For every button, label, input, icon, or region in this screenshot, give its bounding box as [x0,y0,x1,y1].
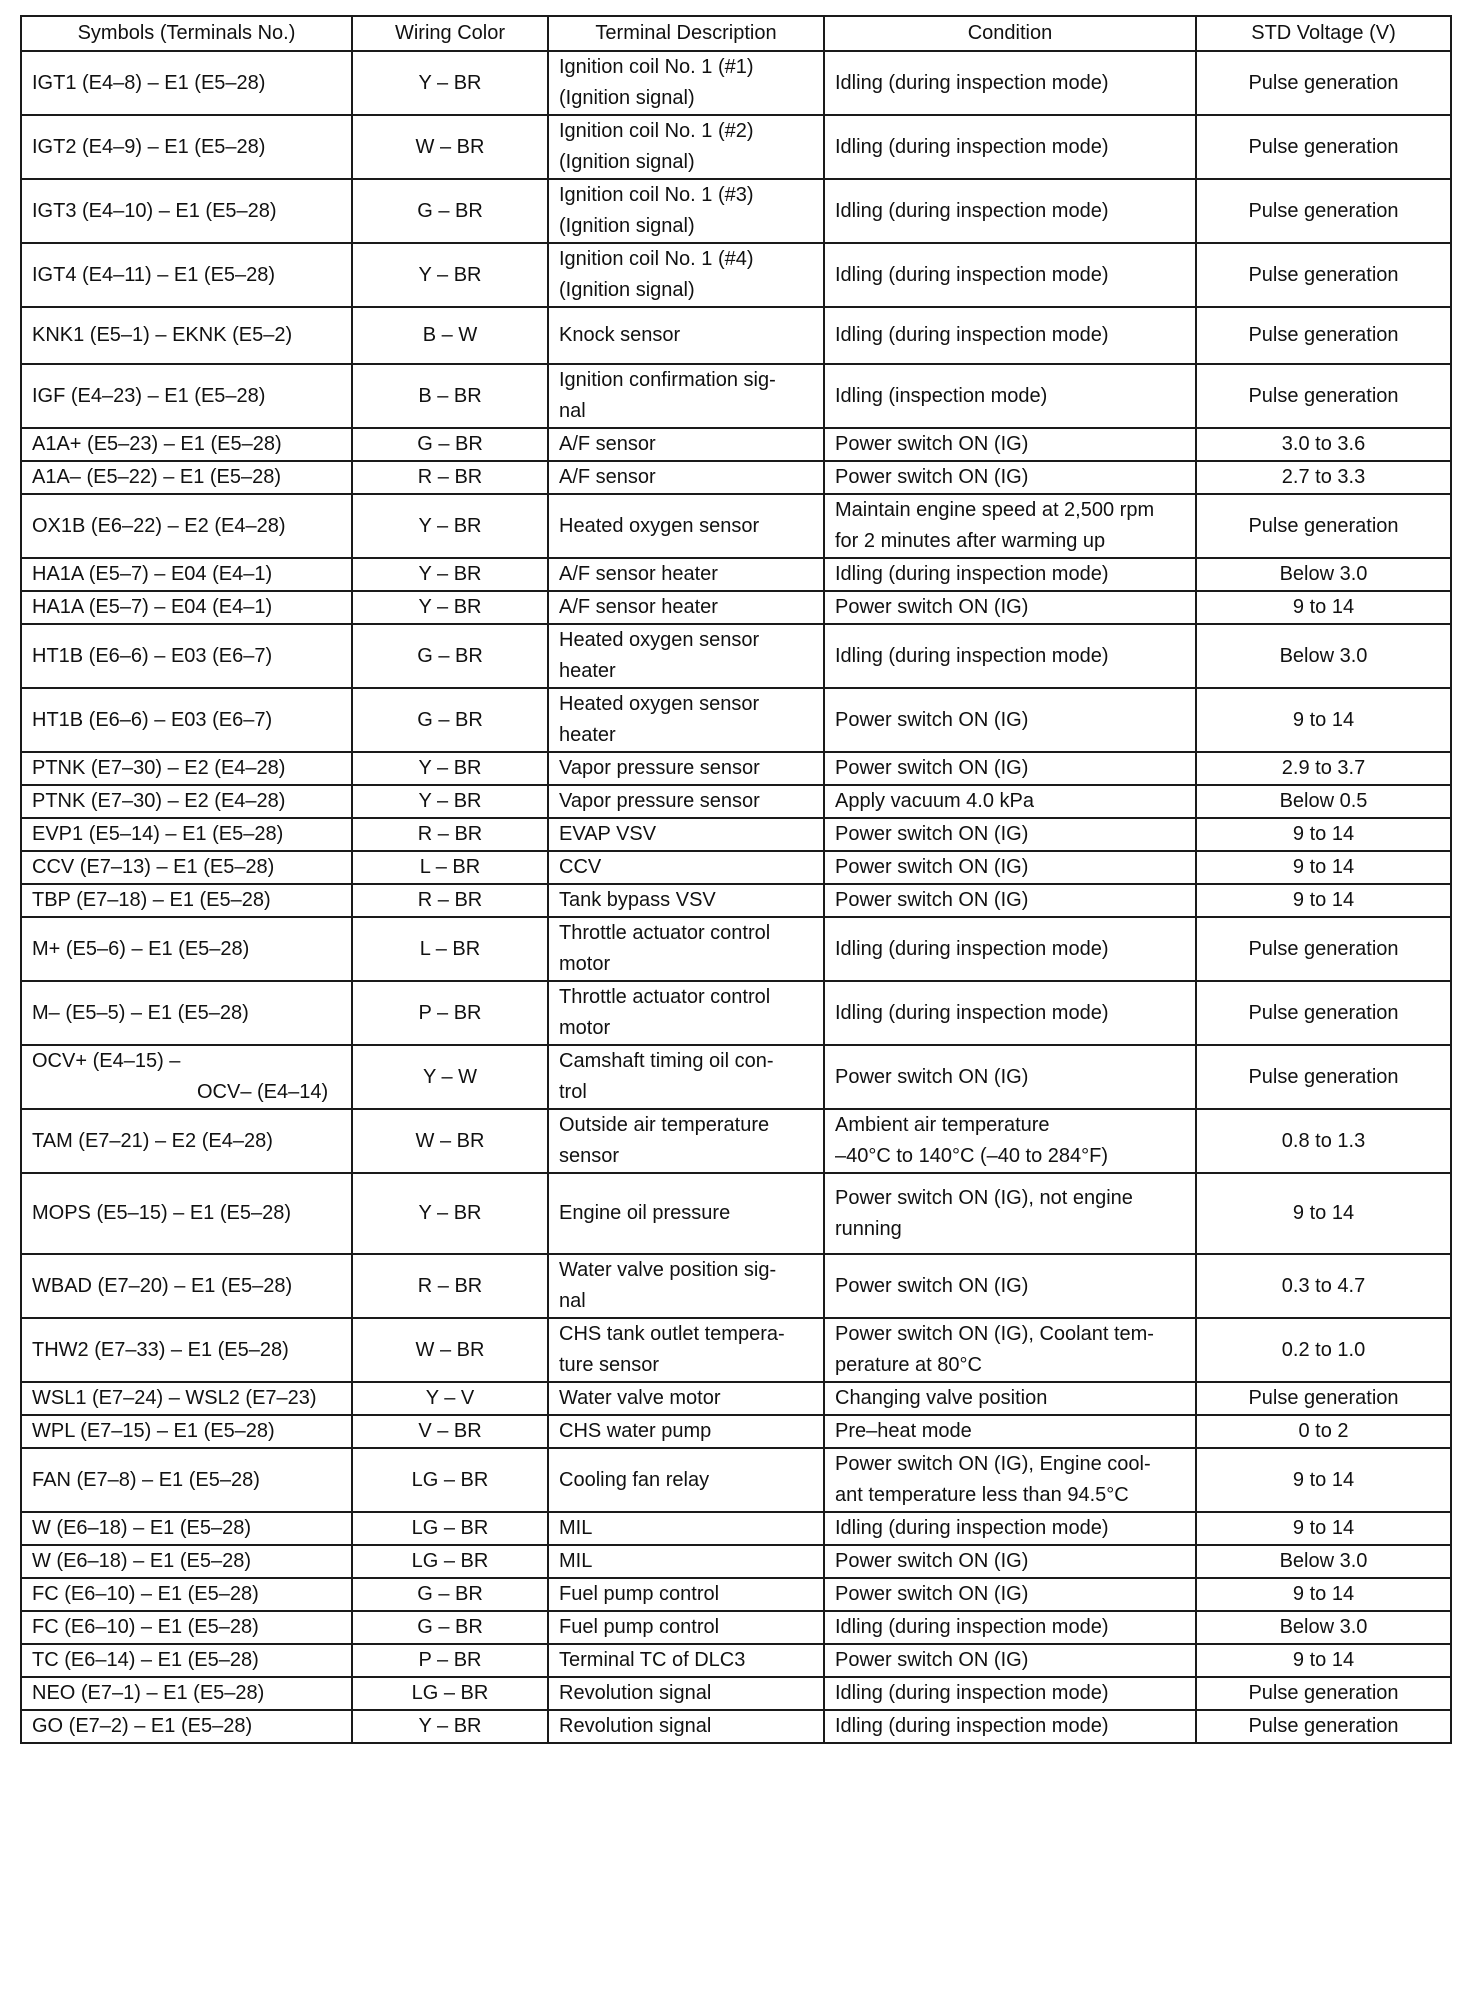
cell-std-voltage: Pulse generation [1196,115,1451,179]
cell-std-voltage: Pulse generation [1196,1677,1451,1710]
cell-wiring-color: W – BR [352,1109,548,1173]
cell-terminal-description: A/F sensor [548,461,824,494]
cell-symbol [21,307,352,364]
cell-std-voltage: Pulse generation [1196,1382,1451,1415]
cell-wiring-color: Y – BR [352,243,548,307]
table-row [21,1415,1451,1448]
cell-terminal-description: CCV [548,851,824,884]
cell-symbol [21,981,352,1045]
table-row [21,1611,1451,1644]
symbol-text: M– (E5–5) – E1 (E5–28) [32,1001,249,1024]
cell-terminal-description: EVAP VSV [548,818,824,851]
symbol-text: CCV (E7–13) – E1 (E5–28) [32,856,275,878]
cell-condition: Power switch ON (IG) [824,1644,1196,1677]
symbol-text: TAM (E7–21) – E2 (E4–28) [32,1129,273,1152]
symbol-text: A1A+ (E5–23) – E1 (E5–28) [32,433,282,455]
cell-condition: Idling (during inspection mode) [824,558,1196,591]
cell-condition: Apply vacuum 4.0 kPa [824,785,1196,818]
cell-wiring-color: G – BR [352,1611,548,1644]
terminal-voltage-table [20,15,1452,1744]
cell-terminal-description: Vapor pressure sensor [548,752,824,785]
symbol-text: HA1A (E5–7) – E04 (E4–1) [32,596,273,618]
symbol-text: OX1B (E6–22) – E2 (E4–28) [32,514,286,537]
symbol-text: IGF (E4–23) – E1 (E5–28) [32,384,266,407]
cell-condition: Idling (during inspection mode) [824,51,1196,115]
cell-symbol [21,1644,352,1677]
cell-condition: Power switch ON (IG) [824,884,1196,917]
symbol-text: IGT1 (E4–8) – E1 (E5–28) [32,71,266,94]
table-row [21,1173,1451,1254]
cell-std-voltage: Pulse generation [1196,364,1451,428]
cell-symbol [21,785,352,818]
cell-condition: Idling (during inspection mode) [824,243,1196,307]
cell-wiring-color: Y – BR [352,51,548,115]
cell-condition: Idling (during inspection mode) [824,307,1196,364]
cell-wiring-color: W – BR [352,1318,548,1382]
table-row [21,51,1451,115]
cell-symbol [21,1578,352,1611]
cell-wiring-color: G – BR [352,179,548,243]
cell-wiring-color: G – BR [352,688,548,752]
cell-symbol [21,1109,352,1173]
cell-wiring-color: Y – BR [352,1710,548,1743]
cell-terminal-description: Knock sensor [548,307,824,364]
table-row [21,1045,1451,1109]
cell-wiring-color: Y – BR [352,494,548,558]
cell-wiring-color: Y – W [352,1045,548,1109]
cell-symbol [21,884,352,917]
cell-std-voltage: 0.8 to 1.3 [1196,1109,1451,1173]
cell-condition: Power switch ON (IG) [824,1578,1196,1611]
symbol-text: TC (E6–14) – E1 (E5–28) [32,1649,259,1671]
cell-symbol [21,461,352,494]
header-condition: Condition [824,16,1196,51]
cell-std-voltage: 9 to 14 [1196,1644,1451,1677]
table-row [21,307,1451,364]
cell-std-voltage: 9 to 14 [1196,1173,1451,1254]
cell-wiring-color: LG – BR [352,1545,548,1578]
table-row [21,558,1451,591]
table-row [21,752,1451,785]
cell-wiring-color: V – BR [352,1415,548,1448]
cell-std-voltage: Below 0.5 [1196,785,1451,818]
cell-terminal-description: Revolution signal [548,1677,824,1710]
table-row [21,1545,1451,1578]
table-row [21,1109,1451,1173]
cell-symbol [21,1382,352,1415]
cell-wiring-color: LG – BR [352,1448,548,1512]
cell-symbol [21,494,352,558]
table-row [21,1644,1451,1677]
symbol-text: A1A– (E5–22) – E1 (E5–28) [32,466,282,488]
cell-symbol [21,1045,352,1109]
cell-symbol [21,1677,352,1710]
cell-symbol [21,1545,352,1578]
cell-wiring-color: R – BR [352,1254,548,1318]
cell-condition: Idling (during inspection mode) [824,981,1196,1045]
cell-std-voltage: Pulse generation [1196,494,1451,558]
cell-symbol [21,243,352,307]
table-row [21,1710,1451,1743]
table-row [21,851,1451,884]
symbol-text: HA1A (E5–7) – E04 (E4–1) [32,563,273,585]
cell-std-voltage: Pulse generation [1196,1710,1451,1743]
cell-terminal-description: Water valve motor [548,1382,824,1415]
symbol-text: OCV+ (E4–15) – [32,1050,181,1072]
cell-wiring-color: G – BR [352,428,548,461]
cell-condition: Idling (during inspection mode) [824,1512,1196,1545]
cell-std-voltage: 0.2 to 1.0 [1196,1318,1451,1382]
cell-condition: Idling (during inspection mode) [824,115,1196,179]
cell-std-voltage: 3.0 to 3.6 [1196,428,1451,461]
cell-terminal-description: Ignition coil No. 1 (#2) (Ignition signal) [548,115,824,179]
cell-symbol [21,179,352,243]
cell-symbol [21,364,352,428]
cell-wiring-color: L – BR [352,917,548,981]
cell-condition: Power switch ON (IG) [824,688,1196,752]
cell-wiring-color: Y – BR [352,591,548,624]
cell-wiring-color: B – BR [352,364,548,428]
table-row [21,981,1451,1045]
cell-condition: Idling (during inspection mode) [824,1677,1196,1710]
cell-std-voltage: 9 to 14 [1196,1578,1451,1611]
cell-terminal-description: Heated oxygen sensor [548,494,824,558]
cell-wiring-color: L – BR [352,851,548,884]
cell-std-voltage: Below 3.0 [1196,558,1451,591]
symbol-text: GO (E7–2) – E1 (E5–28) [32,1715,253,1737]
cell-terminal-description: Vapor pressure sensor [548,785,824,818]
cell-terminal-description: A/F sensor heater [548,591,824,624]
table-row [21,818,1451,851]
cell-std-voltage: 9 to 14 [1196,851,1451,884]
table-row [21,591,1451,624]
cell-std-voltage: 2.9 to 3.7 [1196,752,1451,785]
cell-std-voltage: Pulse generation [1196,981,1451,1045]
cell-std-voltage: Pulse generation [1196,307,1451,364]
cell-condition: Idling (during inspection mode) [824,1710,1196,1743]
cell-condition: Ambient air temperature –40°C to 140°C (–40 to 284°F) [824,1109,1196,1173]
cell-terminal-description: Ignition coil No. 1 (#1) (Ignition signal) [548,51,824,115]
cell-symbol [21,591,352,624]
cell-std-voltage: 9 to 14 [1196,591,1451,624]
header-row [21,16,1451,51]
cell-wiring-color: Y – BR [352,752,548,785]
cell-std-voltage: 9 to 14 [1196,818,1451,851]
cell-symbol [21,1611,352,1644]
cell-symbol [21,1415,352,1448]
cell-std-voltage: 9 to 14 [1196,1512,1451,1545]
symbol-text: EVP1 (E5–14) – E1 (E5–28) [32,823,284,845]
symbol-text-continued: OCV– (E4–14) [197,1081,329,1103]
cell-terminal-description: Camshaft timing oil con- trol [548,1045,824,1109]
cell-terminal-description: MIL [548,1545,824,1578]
cell-terminal-description: Terminal TC of DLC3 [548,1644,824,1677]
cell-std-voltage: Below 3.0 [1196,624,1451,688]
table-row [21,179,1451,243]
symbol-text: KNK1 (E5–1) – EKNK (E5–2) [32,324,293,346]
cell-symbol [21,851,352,884]
table-row [21,461,1451,494]
cell-condition: Changing valve position [824,1382,1196,1415]
symbol-text: PTNK (E7–30) – E2 (E4–28) [32,757,286,779]
symbol-text: W (E6–18) – E1 (E5–28) [32,1550,251,1572]
cell-symbol [21,51,352,115]
cell-symbol [21,1173,352,1254]
cell-condition: Power switch ON (IG) [824,1045,1196,1109]
cell-std-voltage: Pulse generation [1196,243,1451,307]
cell-wiring-color: P – BR [352,981,548,1045]
cell-condition: Power switch ON (IG) [824,428,1196,461]
cell-std-voltage: 9 to 14 [1196,688,1451,752]
table-row [21,494,1451,558]
cell-terminal-description: Ignition confirmation sig- nal [548,364,824,428]
cell-condition: Power switch ON (IG), Coolant tem- perature at 80°C [824,1318,1196,1382]
cell-condition: Power switch ON (IG) [824,461,1196,494]
cell-symbol [21,428,352,461]
cell-terminal-description: Cooling fan relay [548,1448,824,1512]
cell-symbol [21,1254,352,1318]
cell-symbol [21,624,352,688]
cell-condition: Maintain engine speed at 2,500 rpm for 2 minutes after warming up [824,494,1196,558]
cell-wiring-color: R – BR [352,818,548,851]
cell-condition: Idling (during inspection mode) [824,917,1196,981]
cell-wiring-color: Y – BR [352,558,548,591]
cell-std-voltage: 0.3 to 4.7 [1196,1254,1451,1318]
cell-condition: Power switch ON (IG), Engine cool- ant temperature less than 94.5°C [824,1448,1196,1512]
symbol-text: IGT3 (E4–10) – E1 (E5–28) [32,199,277,222]
symbol-text: FC (E6–10) – E1 (E5–28) [32,1583,259,1605]
cell-terminal-description: Heated oxygen sensor heater [548,624,824,688]
cell-symbol [21,1318,352,1382]
cell-symbol [21,818,352,851]
cell-std-voltage: Pulse generation [1196,1045,1451,1109]
cell-condition: Pre–heat mode [824,1415,1196,1448]
cell-terminal-description: Throttle actuator control motor [548,981,824,1045]
cell-terminal-description: Tank bypass VSV [548,884,824,917]
cell-symbol [21,752,352,785]
cell-condition: Power switch ON (IG) [824,1545,1196,1578]
cell-condition: Idling (during inspection mode) [824,624,1196,688]
symbol-text: M+ (E5–6) – E1 (E5–28) [32,937,250,960]
cell-wiring-color: W – BR [352,115,548,179]
cell-condition: Idling (inspection mode) [824,364,1196,428]
cell-terminal-description: Engine oil pressure [548,1173,824,1254]
cell-terminal-description: Heated oxygen sensor heater [548,688,824,752]
table-row [21,364,1451,428]
symbol-text: IGT2 (E4–9) – E1 (E5–28) [32,135,266,158]
cell-symbol [21,115,352,179]
table-row [21,1677,1451,1710]
cell-symbol [21,1512,352,1545]
cell-symbol [21,1710,352,1743]
table-row [21,1578,1451,1611]
table-row [21,243,1451,307]
cell-std-voltage: 0 to 2 [1196,1415,1451,1448]
cell-wiring-color: R – BR [352,884,548,917]
cell-terminal-description: Outside air temperature sensor [548,1109,824,1173]
cell-terminal-description: Revolution signal [548,1710,824,1743]
cell-std-voltage: 9 to 14 [1196,1448,1451,1512]
table-row [21,1512,1451,1545]
cell-symbol [21,558,352,591]
cell-wiring-color: G – BR [352,1578,548,1611]
cell-std-voltage: Pulse generation [1196,51,1451,115]
symbol-text: FC (E6–10) – E1 (E5–28) [32,1616,259,1638]
table-row [21,428,1451,461]
symbol-text: MOPS (E5–15) – E1 (E5–28) [32,1202,292,1224]
cell-symbol [21,1448,352,1512]
cell-condition: Power switch ON (IG) [824,851,1196,884]
header-wiring-color: Wiring Color [352,16,548,51]
cell-terminal-description: Ignition coil No. 1 (#3) (Ignition signal) [548,179,824,243]
cell-std-voltage: Pulse generation [1196,179,1451,243]
symbol-text: WSL1 (E7–24) – WSL2 (E7–23) [32,1387,317,1409]
symbol-text: WPL (E7–15) – E1 (E5–28) [32,1420,275,1442]
cell-std-voltage: Pulse generation [1196,917,1451,981]
cell-wiring-color: Y – BR [352,1173,548,1254]
cell-wiring-color: LG – BR [352,1512,548,1545]
cell-symbol [21,688,352,752]
table-row [21,917,1451,981]
symbol-text: IGT4 (E4–11) – E1 (E5–28) [32,263,276,286]
cell-terminal-description: Fuel pump control [548,1578,824,1611]
cell-wiring-color: Y – V [352,1382,548,1415]
table-row [21,624,1451,688]
header-symbols: Symbols (Terminals No.) [21,16,352,51]
symbol-text: FAN (E7–8) – E1 (E5–28) [32,1468,260,1491]
cell-terminal-description: MIL [548,1512,824,1545]
cell-wiring-color: P – BR [352,1644,548,1677]
cell-terminal-description: CHS water pump [548,1415,824,1448]
table-row [21,884,1451,917]
table-row [21,115,1451,179]
cell-std-voltage: 2.7 to 3.3 [1196,461,1451,494]
cell-wiring-color: B – W [352,307,548,364]
cell-terminal-description: Ignition coil No. 1 (#4) (Ignition signal) [548,243,824,307]
cell-symbol [21,917,352,981]
table-row [21,1448,1451,1512]
cell-condition: Power switch ON (IG), not engine running [824,1173,1196,1254]
cell-condition: Power switch ON (IG) [824,818,1196,851]
cell-wiring-color: R – BR [352,461,548,494]
symbol-text: W (E6–18) – E1 (E5–28) [32,1517,251,1539]
symbol-text: PTNK (E7–30) – E2 (E4–28) [32,790,286,812]
cell-terminal-description: Throttle actuator control motor [548,917,824,981]
cell-std-voltage: 9 to 14 [1196,884,1451,917]
cell-std-voltage: Below 3.0 [1196,1611,1451,1644]
cell-terminal-description: CHS tank outlet tempera- ture sensor [548,1318,824,1382]
cell-condition: Idling (during inspection mode) [824,179,1196,243]
cell-condition: Power switch ON (IG) [824,1254,1196,1318]
cell-terminal-description: Water valve position sig- nal [548,1254,824,1318]
header-std-voltage: STD Voltage (V) [1196,16,1451,51]
header-terminal-description: Terminal Description [548,16,824,51]
table-row [21,1382,1451,1415]
symbol-text: TBP (E7–18) – E1 (E5–28) [32,889,271,911]
symbol-text: NEO (E7–1) – E1 (E5–28) [32,1682,265,1704]
cell-wiring-color: Y – BR [352,785,548,818]
table-row [21,688,1451,752]
cell-terminal-description: Fuel pump control [548,1611,824,1644]
symbol-text: HT1B (E6–6) – E03 (E6–7) [32,708,273,731]
table-body [21,51,1451,1743]
cell-condition: Idling (during inspection mode) [824,1611,1196,1644]
table-row [21,785,1451,818]
symbol-text: WBAD (E7–20) – E1 (E5–28) [32,1274,293,1297]
symbol-text: HT1B (E6–6) – E03 (E6–7) [32,644,273,667]
cell-terminal-description: A/F sensor heater [548,558,824,591]
symbol-text: THW2 (E7–33) – E1 (E5–28) [32,1338,289,1361]
cell-condition: Power switch ON (IG) [824,752,1196,785]
cell-std-voltage: Below 3.0 [1196,1545,1451,1578]
cell-condition: Power switch ON (IG) [824,591,1196,624]
table-row [21,1318,1451,1382]
cell-wiring-color: G – BR [352,624,548,688]
table-row [21,1254,1451,1318]
cell-wiring-color: LG – BR [352,1677,548,1710]
cell-terminal-description: A/F sensor [548,428,824,461]
